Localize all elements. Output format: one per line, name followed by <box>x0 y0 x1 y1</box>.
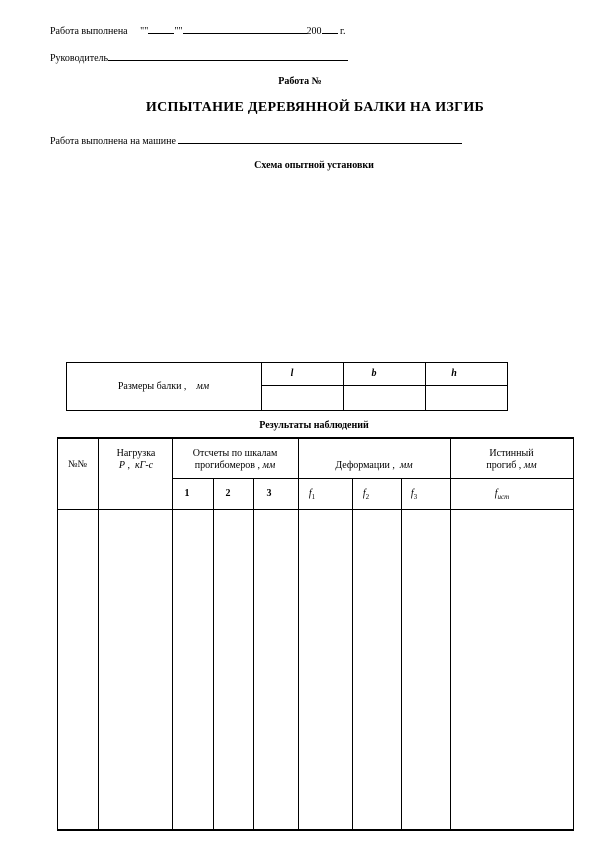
supervisor-blank[interactable] <box>108 51 348 61</box>
date-line: Работа выполнена "" "" 200 г. <box>50 26 346 37</box>
col-number: №№ <box>67 459 88 470</box>
scheme-heading: Схема опытной установки <box>254 160 374 171</box>
machine-line <box>50 134 462 147</box>
dim-h-value[interactable] <box>425 386 507 410</box>
machine-blank[interactable] <box>178 134 462 144</box>
results-heading: Результаты наблюдений <box>259 420 369 431</box>
true-f: $f_{ист}$ <box>494 488 510 501</box>
work-number: Работа № <box>278 76 322 87</box>
machine-label: Работа выполнена на машине <box>50 136 176 147</box>
month-blank[interactable] <box>183 24 307 34</box>
dim-h: h <box>451 368 457 379</box>
day-blank[interactable] <box>148 24 174 34</box>
page-title: ИСПЫТАНИЕ ДЕРЕВЯННОЙ БАЛКИ НА ИЗГИБ <box>145 100 485 115</box>
results-body[interactable] <box>58 510 573 829</box>
def-f3: $f_3$ <box>410 488 418 501</box>
reading-2: 2 <box>225 488 231 499</box>
dims-label: Размеры балки , мм <box>117 381 210 392</box>
dim-l: l <box>290 368 294 379</box>
reading-1: 1 <box>184 488 190 499</box>
supervisor-label: Руководитель <box>50 53 109 64</box>
done-label: Работа выполнена <box>50 26 128 37</box>
supervisor-line <box>50 51 348 64</box>
dim-l-value[interactable] <box>261 386 343 410</box>
year-blank[interactable] <box>322 24 338 34</box>
col-readings: Отсчеты по шкалам прогибомеров , мм <box>192 448 278 471</box>
reading-3: 3 <box>266 488 272 499</box>
dim-b-value[interactable] <box>343 386 425 410</box>
col-deformations: Деформации , мм <box>335 460 413 471</box>
col-load: Нагрузка P , кГ-с <box>116 448 156 471</box>
def-f2: $f_2$ <box>362 488 370 501</box>
col-true-deflection: Истинный прогиб , мм <box>486 448 537 471</box>
dim-b: b <box>371 368 377 379</box>
def-f1: $f_1$ <box>308 488 316 501</box>
